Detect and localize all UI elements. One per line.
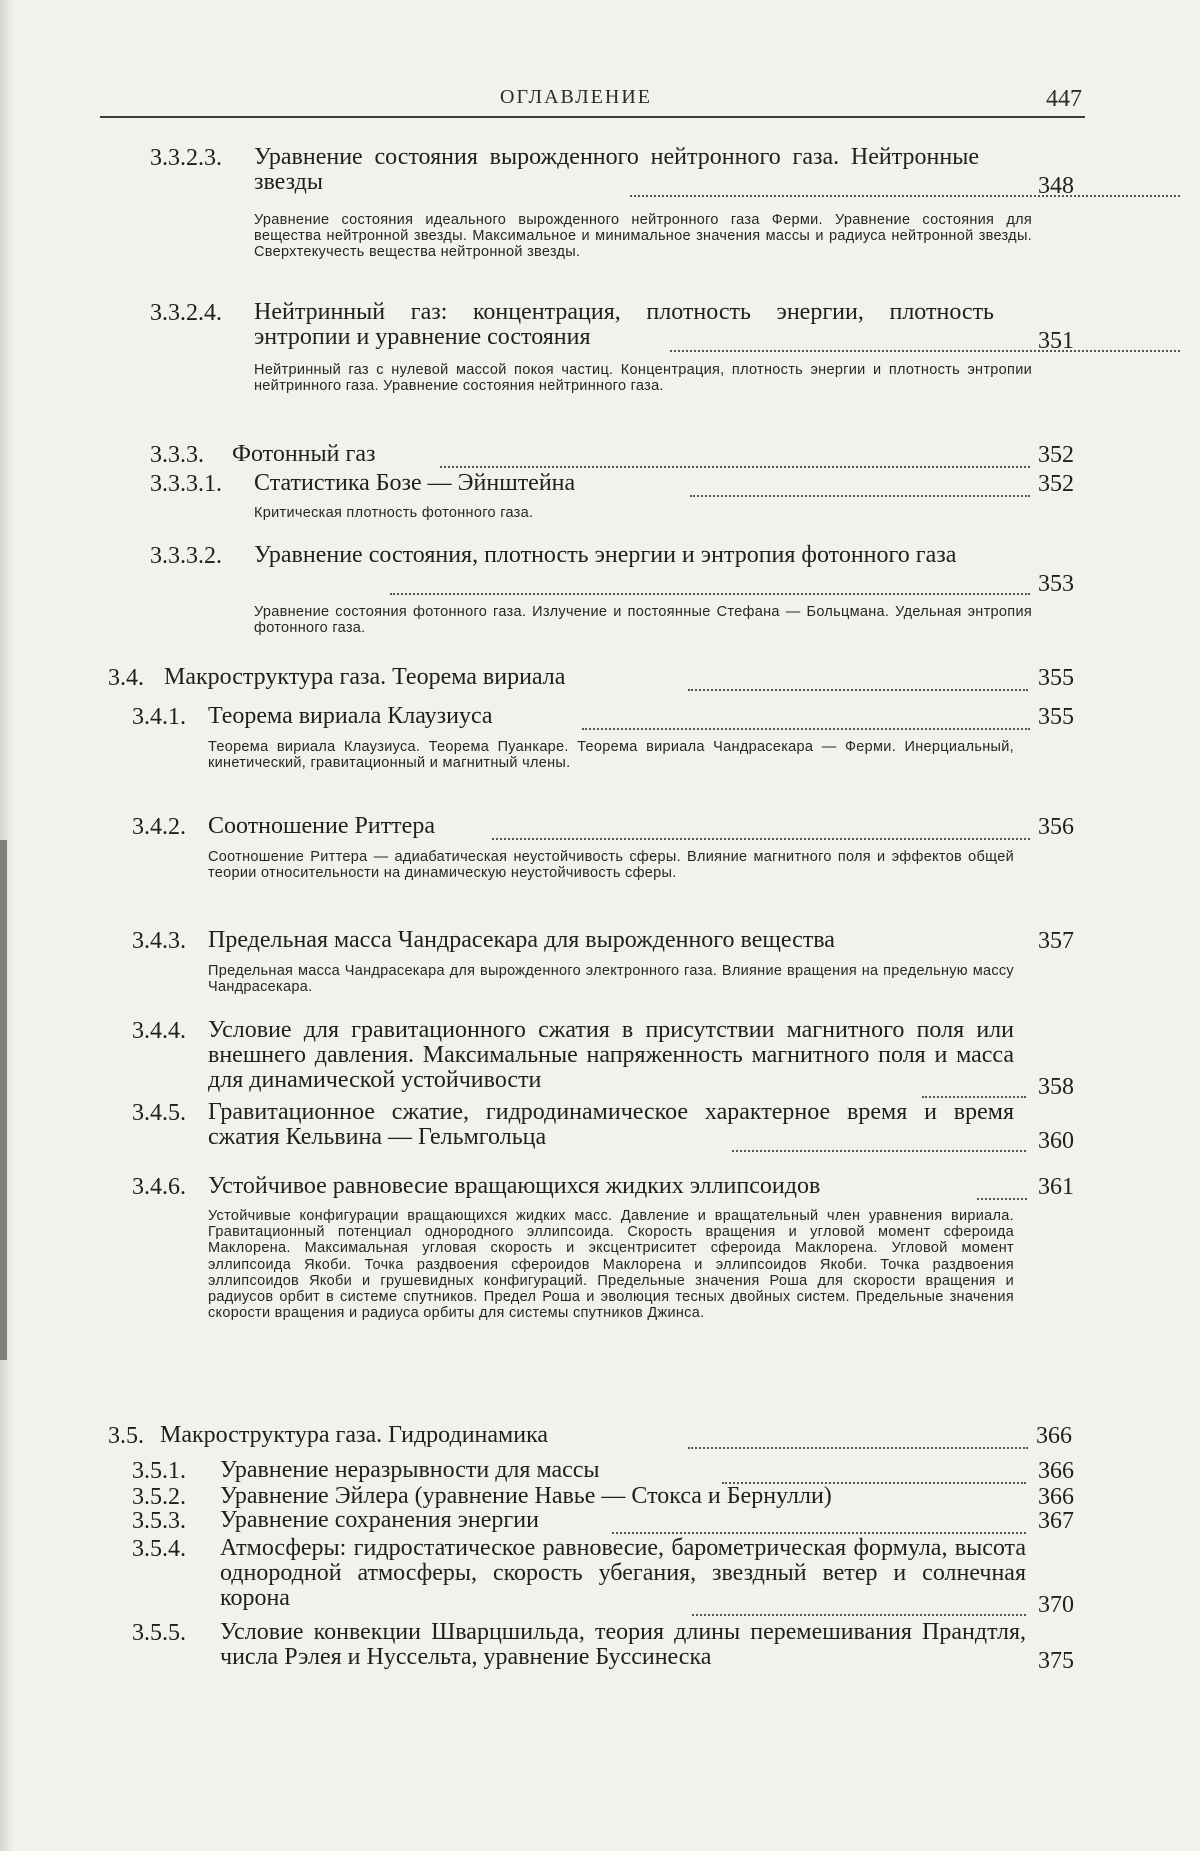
toc-leader-dots [630, 171, 1180, 197]
toc-entry-number: 3.3.3. [150, 442, 204, 468]
toc-entry-page: 361 [1038, 1174, 1074, 1200]
toc-entry-title: Уравнение состояния вырожденного нейтронного газа. Нейтронные звезды [254, 144, 979, 196]
toc-leader-dots [732, 1126, 1026, 1152]
toc-entry-title: Макроструктура газа. Гидродинамика [160, 1422, 549, 1448]
toc-entry-title: Атмосферы: гидростатическое равновесие, барометрическая формула, высота однородной атмосферы, скорость убегания, звездный ветер и солнечная корона [220, 1535, 1026, 1612]
toc-entry-title: Уравнение состояния, плотность энергии и энтропия фотонного газа [254, 542, 957, 568]
toc-entry-title: Условие для гравитационного сжатия в присутствии магнитного поля или внешнего давления. Максимальные напряженность магнитного поля и масса для динамической устойчивости [208, 1017, 1014, 1094]
toc-entry-note: Теорема вириала Клаузиуса. Теорема Пуанкаре. Теорема вириала Чандрасекара — Ферми. Инерциальный, кинетический, гравитационный и магнитный члены. [208, 739, 1014, 772]
toc-leader-dots [492, 814, 1030, 840]
toc-entry-number: 3.4.3. [132, 928, 186, 954]
toc-entry-number: 3.3.2.3. [150, 145, 222, 171]
toc-entry-title: Теорема вириала Клаузиуса [208, 703, 493, 729]
toc-entry-number: 3.4.5. [132, 1100, 186, 1126]
toc-entry-title: Уравнение сохранения энергии [220, 1507, 539, 1533]
toc-entry-page: 355 [1038, 704, 1074, 730]
toc-entry-number: 3.3.2.4. [150, 300, 222, 326]
toc-entry-title: Нейтринный газ: концентрация, плотность энергии, плотность энтропии и уравнение состояния [254, 299, 994, 351]
toc-entry-page: 366 [1038, 1484, 1074, 1510]
toc-entry-page: 351 [1038, 328, 1074, 354]
toc-entry-title: Фотонный газ [232, 441, 376, 467]
toc-leader-dots [722, 1458, 1026, 1484]
toc-entry-note: Предельная масса Чандрасекара для вырожденного электронного газа. Влияние вращения на предельную массу Чандрасекара. [208, 963, 1014, 996]
toc-entry [132, 704, 1085, 794]
toc-entry-title: Соотношение Риттера [208, 813, 435, 839]
toc-entry [150, 300, 1085, 430]
toc-leader-dots [690, 471, 1030, 497]
toc-entry [150, 471, 1085, 531]
toc-entry [132, 1458, 1085, 1486]
toc-entry [150, 442, 1085, 470]
toc-entry-page: 370 [1038, 1592, 1074, 1618]
toc-entry [108, 1423, 1085, 1451]
toc-entry-number: 3.4.4. [132, 1018, 186, 1044]
toc-entry [150, 543, 1085, 653]
toc-entry-page: 348 [1038, 173, 1074, 199]
toc-entry-title: Уравнение Эйлера (уравнение Навье — Стокса и Бернулли) [220, 1483, 832, 1509]
toc-entry-note: Уравнение состояния идеального вырожденного нейтронного газа Ферми. Уравнение состояния для вещества нейтронной звезды. Максимальное и минимальное значения массы и радиуса нейтронной звезды. Сверхтекучесть вещества нейтронной звезды. [254, 212, 1032, 261]
toc-entry-number: 3.5.1. [132, 1458, 186, 1484]
toc-leader-dots [612, 1508, 1026, 1534]
toc-entry [132, 1620, 1085, 1680]
toc-entry-page: 357 [1038, 928, 1074, 954]
toc-entry [132, 1100, 1085, 1156]
page-edge-bar [0, 840, 7, 1360]
toc-entry [132, 1174, 1085, 1404]
toc-entry-page: 358 [1038, 1074, 1074, 1100]
toc-entry-note: Уравнение состояния фотонного газа. Излучение и постоянные Стефана — Больцмана. Удельная энтропия фотонного газа. [254, 604, 1032, 637]
toc-entry-number: 3.5.2. [132, 1484, 186, 1510]
toc-entry-number: 3.5. [108, 1423, 144, 1449]
toc-entry-number: 3.5.4. [132, 1536, 186, 1562]
toc-entry-title: Макроструктура газа. Теорема вириала [164, 664, 566, 690]
toc-entry-note: Устойчивые конфигурации вращающихся жидких масс. Давление и вращательный член уравнения вириала. Гравитационный потенциал однородного эллипсоида. Скорость вращения и угловой момент сфероида Маклорена. Максимальная угловая скорость и эксцентриситет сфероида Маклорена. Угловой момент эллипсоида Якоби. Точка раздвоения сфероидов Маклорена и эллипсоидов Якоби. Точка раздвоения эллипсоидов Якоби и грушевидных конфигураций. Предельные значения Роша для скорости вращения и радиусов орбит в системе спутников. Предел Роша и эволюция тесных двойных систем. Предельные значения скорости вращения и радиуса орбиты для системы спутников Джинса. [208, 1208, 1014, 1322]
toc-entry-page: 352 [1038, 471, 1074, 497]
toc-leader-dots [670, 326, 1180, 352]
toc-leader-dots [390, 569, 1030, 595]
toc-entry [150, 145, 1085, 285]
toc-entry-note: Соотношение Риттера — адиабатическая неустойчивость сферы. Влияние магнитного поля и эффектов общей теории относительности на динамическую неустойчивость сферы. [208, 849, 1014, 882]
toc-entry-title: Устойчивое равновесие вращающихся жидких эллипсоидов [208, 1173, 821, 1199]
toc-entry-page: 352 [1038, 442, 1074, 468]
toc-leader-dots [440, 442, 1030, 468]
toc-entry-title: Предельная масса Чандрасекара для вырожденного вещества [208, 927, 835, 953]
page-header-title: ОГЛАВЛЕНИЕ [500, 86, 652, 108]
toc-entry [132, 1018, 1085, 1103]
toc-entry [132, 1536, 1085, 1622]
toc-entry-page: 353 [1038, 571, 1074, 597]
toc-entry-title: Условие конвекции Шварцшильда, теория длины перемешивания Прандтля, числа Рэлея и Нуссельта, уравнение Буссинеска [220, 1619, 1026, 1671]
toc-entry-note: Критическая плотность фотонного газа. [254, 505, 534, 521]
toc-entry-page: 360 [1038, 1128, 1074, 1154]
toc-entry [108, 665, 1085, 693]
toc-entry [132, 928, 1085, 1000]
toc-leader-dots [922, 1072, 1026, 1098]
toc-leader-dots [582, 704, 1030, 730]
toc-entry-number: 3.4. [108, 665, 144, 691]
toc-entry-page: 366 [1038, 1458, 1074, 1484]
header-rule [100, 116, 1085, 118]
toc-entry-title: Гравитационное сжатие, гидродинамическое характерное время и время сжатия Кельвина — Гельмгольца [208, 1099, 1014, 1151]
toc-entry-page: 375 [1038, 1648, 1074, 1674]
toc-entry-title: Статистика Бозе — Эйнштейна [254, 470, 576, 496]
toc-entry [132, 1508, 1085, 1536]
toc-entry-number: 3.5.3. [132, 1508, 186, 1534]
toc-entry-page: 356 [1038, 814, 1074, 840]
toc-entry-number: 3.3.3.2. [150, 543, 222, 569]
toc-leader-dots [688, 1423, 1028, 1449]
toc-leader-dots [688, 665, 1028, 691]
toc-entry [132, 814, 1085, 904]
toc-entry-number: 3.4.2. [132, 814, 186, 840]
toc-leader-dots [692, 1590, 1026, 1616]
toc-entry-number: 3.4.1. [132, 704, 186, 730]
page-number: 447 [1046, 86, 1082, 112]
toc-entry-note: Нейтринный газ с нулевой массой покоя частиц. Концентрация, плотность энергии и плотность энтропии нейтринного газа. Уравнение состояния нейтринного газа. [254, 362, 1032, 395]
toc-entry-number: 3.3.3.1. [150, 471, 222, 497]
toc-leader-dots [977, 1174, 1027, 1200]
toc-entry-page: 366 [1036, 1423, 1072, 1449]
toc-entry-page: 355 [1038, 665, 1074, 691]
toc-entry-number: 3.4.6. [132, 1174, 186, 1200]
toc-entry-number: 3.5.5. [132, 1620, 186, 1646]
toc-entry-page: 367 [1038, 1508, 1074, 1534]
toc-entry-title: Уравнение неразрывности для массы [220, 1457, 600, 1483]
